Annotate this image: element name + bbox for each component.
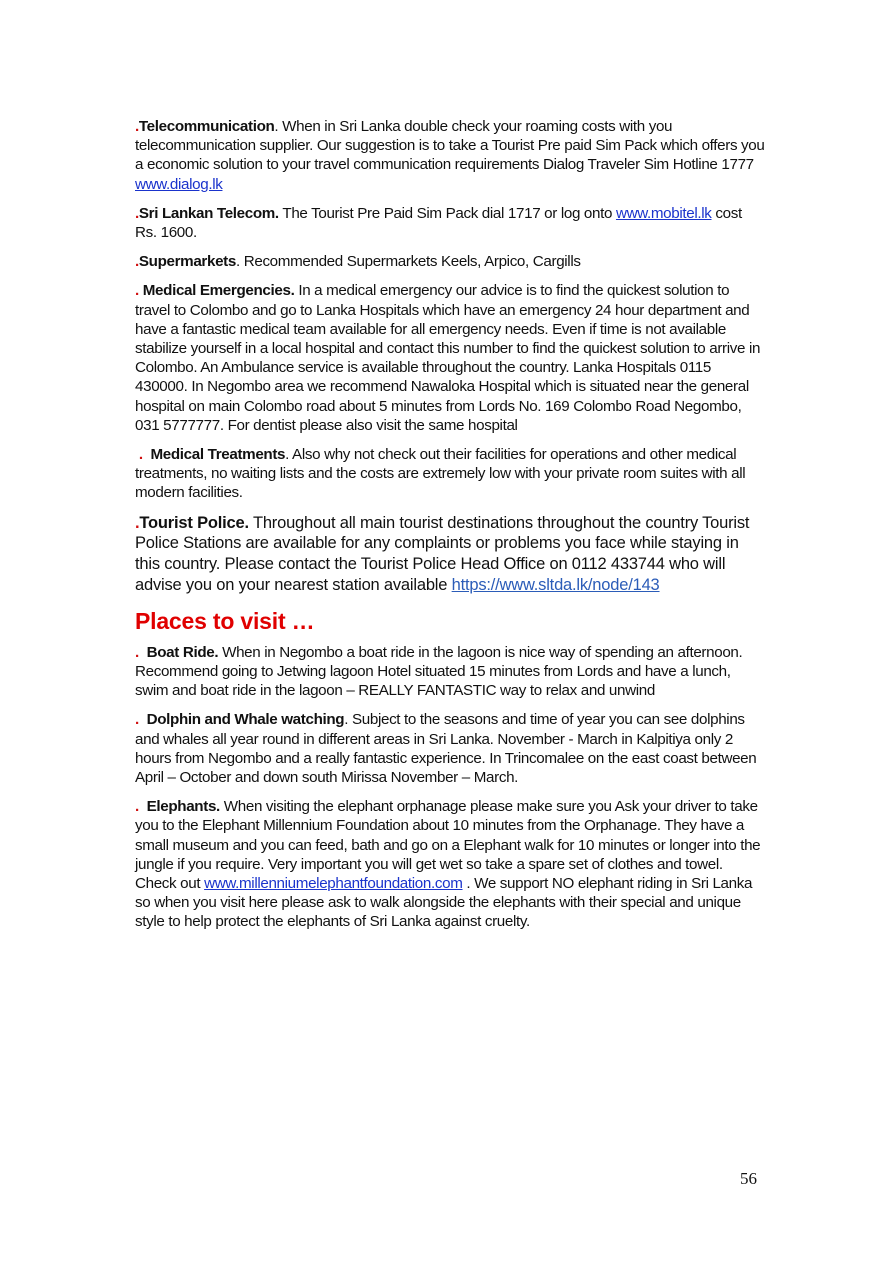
elephants-text-after: . We support NO elephant riding in Sri Lanka so when you visit here please ask to walk alongside the elephants with their special and unique style to help protect the elephants of Sri Lanka against cruelty. (135, 875, 753, 931)
slt-paragraph (135, 204, 765, 242)
telecom-title: Telecommunication (138, 118, 275, 135)
medical-treatments-paragraph (135, 445, 765, 503)
medical-treatments-title: Medical Treatments (150, 446, 286, 464)
tourist-police-text: Throughout all main tourist destinations throughout the country Tourist Police Stations are available for any complaints or problems you face while staying in this country. Please contact the Tourist Police Head Office on 0112 433744 who will advise you on your nearest station available (135, 513, 750, 595)
bullet-dot: . (135, 643, 147, 661)
supermarkets-title: Supermarkets (138, 253, 236, 271)
sltda-link[interactable]: https://www.sltda.lk/node/143 (451, 576, 660, 595)
elephants-title: Elephants. (146, 798, 220, 816)
elephant-foundation-link[interactable]: www.millenniumelephantfoundation.com (204, 875, 463, 893)
dialog-link[interactable]: www.dialog.lk (135, 175, 223, 193)
dolphin-paragraph (135, 710, 765, 787)
bullet-dot: . (135, 204, 139, 222)
telecom-paragraph (135, 117, 765, 194)
bullet-dot: . (135, 446, 151, 464)
bullet-dot: . (135, 118, 139, 135)
page-number: 56 (740, 1169, 757, 1188)
boat-ride-title: Boat Ride. (146, 643, 219, 661)
supermarkets-text: . Recommended Supermarkets Keels, Arpico, Cargills (235, 253, 581, 271)
medical-emergencies-paragraph (135, 281, 765, 435)
bullet-dot: . (135, 513, 140, 532)
dolphin-text: . Subject to the seasons and time of year you can see dolphins and whales all year round in different areas in Sri Lanka. November - March in Kalpitiya only 2 hours from Negombo and a really fantastic experience. In Trincomalee on the east coast between April – October and down south Mirissa November – March. (135, 711, 757, 787)
mobitel-link[interactable]: www.mobitel.lk (615, 204, 712, 222)
boat-ride-text: When in Negombo a boat ride in the lagoon is nice way of spending an afternoon. Recommend going to Jetwing lagoon Hotel situated 15 minutes from Lords and have a lunch, swim and boat ride in the lagoon – REALLY FANTASTIC way to relax and unwind (135, 643, 743, 700)
slt-title: Sri Lankan Telecom. (138, 204, 279, 222)
places-heading: Places to visit … (135, 607, 315, 634)
boat-ride-paragraph (135, 643, 765, 701)
document-page (135, 117, 765, 942)
bullet-dot: . (135, 253, 139, 271)
bullet-dot: . (135, 711, 147, 729)
medical-emergencies-text: In a medical emergency our advice is to find the quickest solution to travel to Colombo and go to Lanka Hospitals which have an emergency 24 hour department and have a fantastic medical team available for all emergency needs. Even if time is not available stabilize yourself in a local hospital and contact this number to find the quickest solution to arrive in Colombo. An Ambulance service is available throughout the country. Lanka Hospitals 0115 430000. In Negombo area we recommend Nawaloka Hospital which is situated near the general hospital on main Colombo road about 5 minutes from Lords No. 169 Colombo Road Negombo, 031 5777777. For dentist please also visit the same hospital (135, 282, 761, 434)
bullet-dot: . (135, 282, 143, 300)
tourist-police-paragraph (135, 513, 765, 596)
slt-text-after: cost Rs. 1600. (135, 204, 742, 242)
medical-emergencies-title: Medical Emergencies. (142, 282, 295, 300)
tourist-police-title: Tourist Police. (139, 513, 249, 532)
dolphin-title: Dolphin and Whale watching (146, 711, 345, 729)
medical-treatments-text: . Also why not check out their facilities for operations and other medical treatments, no waiting lists and the costs are extremely low with your private room suites with all modern facilities. (135, 446, 746, 502)
supermarkets-paragraph (135, 252, 765, 271)
telecom-text: . When in Sri Lanka double check your roaming costs with you telecommunication supplier. Our suggestion is to take a Tourist Pre paid Sim Pack which offers you a economic solution to your travel communication requirements Dialog Traveler Sim Hotline 1777 (135, 118, 765, 174)
bullet-dot: . (135, 798, 147, 816)
elephants-text: When visiting the elephant orphanage please make sure you Ask your driver to take you to the Elephant Millennium Foundation about 10 minutes from the Orphanage. They have a small museum and you can feed, bath and go on a Elephant walk for 10 minutes or longer into the jungle if you require. Very important you will get wet so take a spare set of clothes and towel. Check out (135, 798, 761, 893)
elephants-paragraph (135, 797, 765, 931)
slt-text: The Tourist Pre Paid Sim Pack dial 1717 or log onto (278, 204, 616, 222)
